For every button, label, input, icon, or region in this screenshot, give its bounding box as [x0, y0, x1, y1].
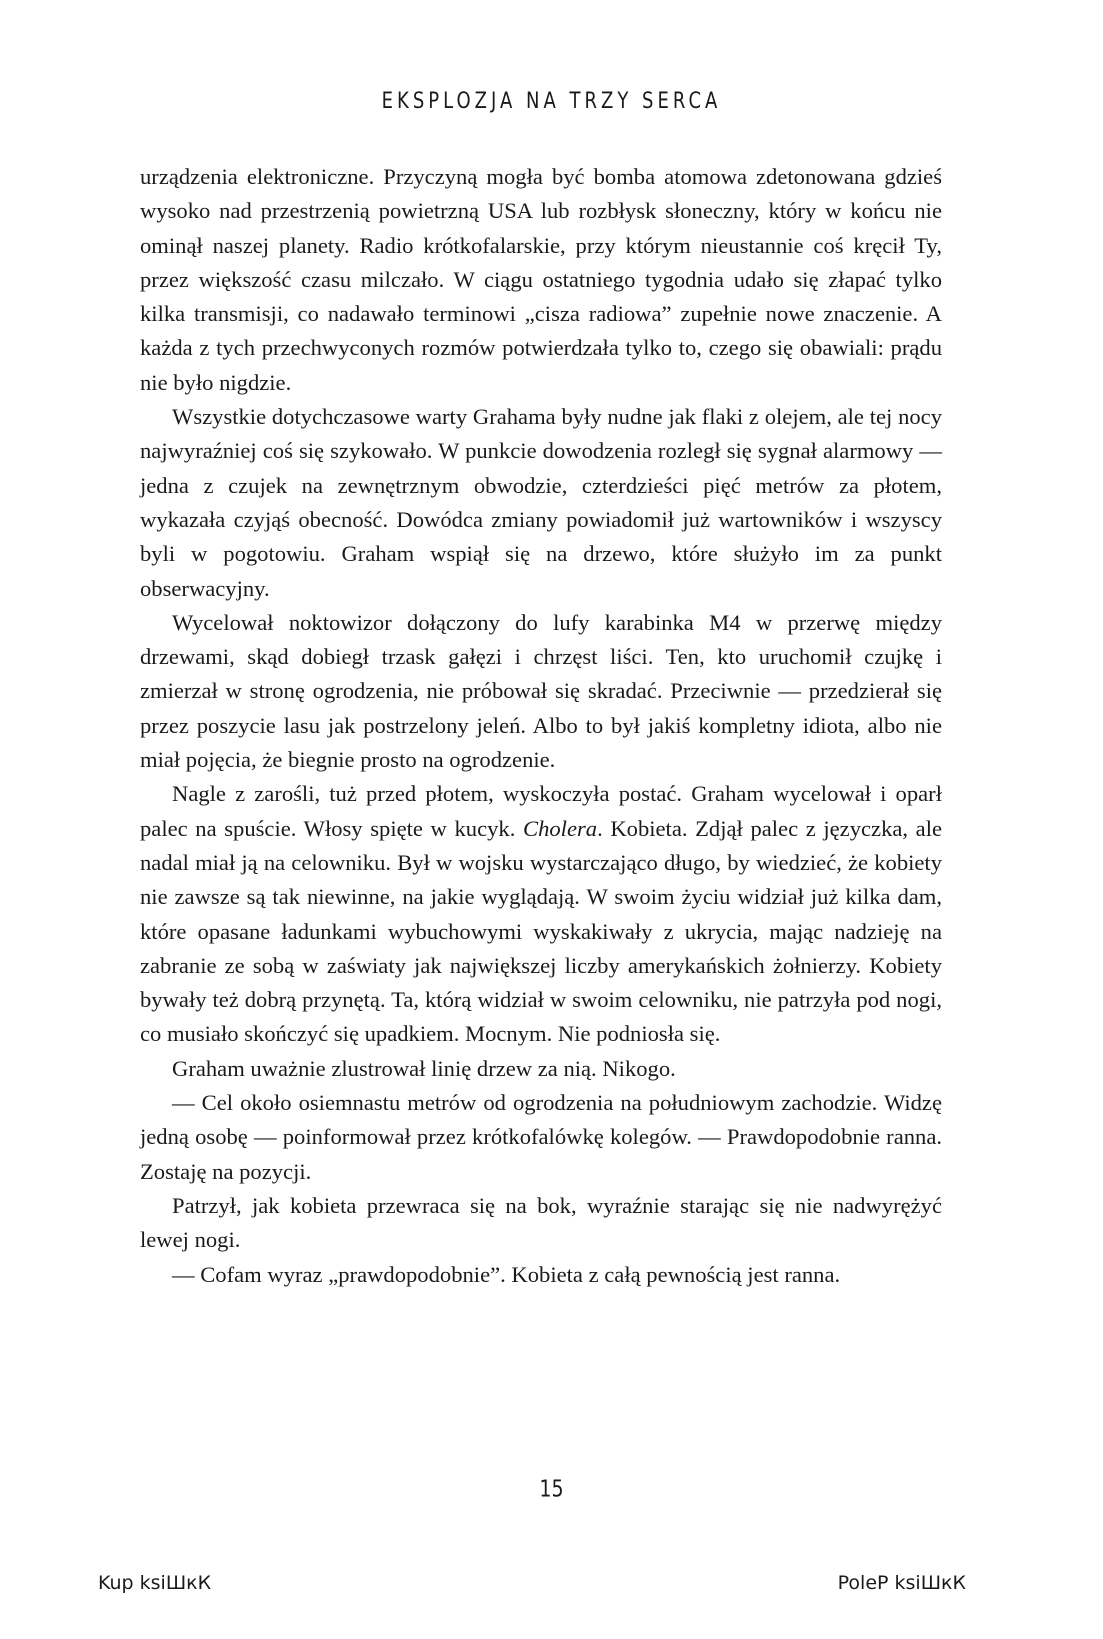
paragraph-4-text-end: . Kobieta. Zdjął palec z języczka, ale nadal miał ją na celowniku. Był w wojsku wystarczająco długo, by wiedzieć, że kobiety nie zawsze są tak niewinne, na jakie wyglądają. W swoim życiu widział już kilka dam, które opasane ładunkami wybuchowymi wyskakiwały z ukrycia, mając nadzieję na zabranie ze sobą w zaświaty jak największej liczby amerykańskich żołnierzy. Kobiety bywały też dobrą przynętą. Ta, którą widział w swoim celowniku, nie patrzyła pod nogi, co musiało skończyć się upadkiem. Mocnym. Nie podniosła się.	[140, 815, 942, 1047]
paragraph-8: — Cofam wyraz „prawdopodobnie”. Kobieta z całą pewnością jest ranna.	[172, 1261, 841, 1287]
running-header: EKSPLOZJA NA TRZY SERCA	[381, 88, 722, 115]
paragraph-4	[140, 777, 942, 1051]
buy-book-link[interactable]: Kup ksiШкК	[98, 1572, 212, 1594]
paragraph-5: Graham uważnie zlustrował linię drzew za nią. Nikogo.	[172, 1055, 676, 1081]
paragraph-1: urządzenia elektroniczne. Przyczyną mogła być bomba atomowa zdetonowana gdzieś wysoko nad przestrzenią powietrzną USA lub rozbłysk słoneczny, który w końcu nie ominął naszej planety. Radio krótkofalarskie, przy którym nieustannie coś kręcił Ty, przez większość czasu milczało. W ciągu ostatniego tygodnia udało się złapać tylko kilka transmisji, co nadawało terminowi „cisza radiowa” zupełnie nowe znaczenie. A każda z tych przechwyconych rozmów potwierdzała tylko to, czego się obawiali: prądu nie było nigdzie.	[140, 164, 942, 395]
paragraph-3: Wycelował noktowizor dołączony do lufy karabinka M4 w przerwę między drzewami, skąd dobiegł trzask gałęzi i chrzęst liści. Ten, kto uruchomił czujkę i zmierzał w stronę ogrodzenia, nie próbował się skradać. Przeciwnie — przedzierał się przez poszycie lasu jak postrzelony jeleń. Albo to był jakiś kompletny idiota, albo nie miał pojęcia, że biegnie prosto na ogrodzenie.	[140, 609, 942, 773]
page-number: 15	[539, 1476, 564, 1503]
paragraph-7: Patrzył, jak kobieta przewraca się na bok, wyraźnie starając się nie nadwyrężyć lewej nogi.	[140, 1192, 942, 1253]
paragraph-2: Wszystkie dotychczasowe warty Grahama były nudne jak flaki z olejem, ale tej nocy najwyraźniej coś się szykowało. W punkcie dowodzenia rozległ się sygnał alarmowy — jedna z czujek na zewnętrznym obwodzie, czterdzieści pięć metrów za płotem, wykazała czyjąś obecność. Dowódca zmiany powiadomił już wartowników i wszyscy byli w pogotowiu. Graham wspiął się na drzewo, które służyło im za punkt obserwacyjny.	[140, 404, 942, 601]
paragraph-4-text-start: Nagle z zarośli, tuż przed płotem, wyskoczyła postać. Graham wycelował i oparł palec na spuście. Włosy spięte w kucyk.	[140, 781, 942, 841]
body-text	[140, 160, 942, 1292]
paragraph-6: — Cel około osiemnastu metrów od ogrodzenia na południowym zachodzie. Widzę jedną osobę — poinformował przez krótkofalówkę kolegów. — Prawdopodobnie ranna. Zostaję na pozycji.	[140, 1090, 942, 1184]
recommend-book-link[interactable]: PoleР ksiШкК	[837, 1572, 966, 1594]
paragraph-4-italic-word: Cholera	[523, 815, 598, 841]
